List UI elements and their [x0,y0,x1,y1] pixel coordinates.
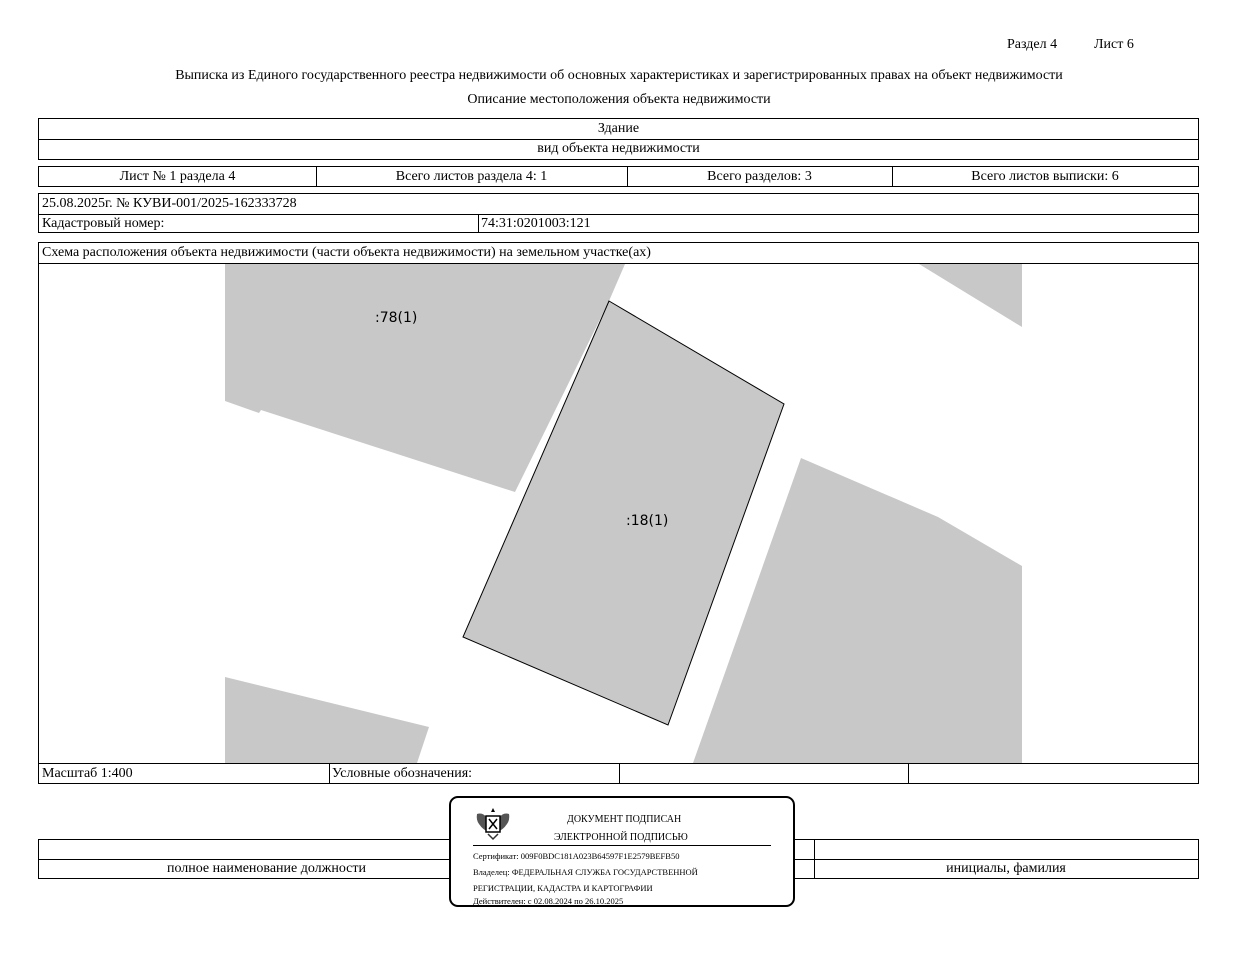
legend-label: Условные обозначения: [332,765,473,781]
record-box [38,193,1199,233]
position-caption: полное наименование должности [166,860,367,876]
cadastral-value: 74:31:0201003:121 [481,216,591,231]
scheme-box [38,242,1199,784]
parcel-18-label: :18(1) [626,513,669,529]
sheet-of-section: Лист № 1 раздела 4 [119,168,236,184]
scheme-map [39,243,1198,783]
name-caption: инициалы, фамилия [946,860,1066,876]
emblem-icon [473,804,513,842]
date-number: 25.08.2025г. № КУВИ-001/2025-162333728 [42,196,297,211]
document-title: Выписка из Единого государственного реестра недвижимости об основных характеристиках и зарегистрированных правах на объект недвижимости [175,68,1063,83]
document-subtitle: Описание местоположения объекта недвижимости [467,92,771,107]
stamp-line1: ДОКУМЕНТ ПОДПИСАН [567,814,682,825]
cadastral-label: Кадастровый номер: [42,216,165,231]
object-type-caption: вид объекта недвижимости [537,141,700,156]
scale: Масштаб 1:400 [42,765,133,781]
stamp-certificate: Сертификат: 009F0BDC181A023B64597F1E2579BEFB50 [473,851,680,861]
parcel-78-label: :78(1) [375,310,418,326]
total-sheets: Всего листов выписки: 6 [971,168,1119,184]
scheme-title: Схема расположения объекта недвижимости (части объекта недвижимости) на земельном участке(ах) [42,245,651,260]
sheet-info-row [38,166,1199,187]
object-type-box [38,118,1199,160]
total-sheets-section: Всего листов раздела 4: 1 [395,168,548,184]
sheet-number: Лист 6 [1094,37,1134,52]
legend-row [38,763,1199,784]
stamp-owner-cont: РЕГИСТРАЦИИ, КАДАСТРА И КАРТОГРАФИИ [473,883,653,893]
object-type-value: Здание [597,121,640,136]
total-sections: Всего разделов: 3 [707,168,812,184]
signature-stamp [449,796,795,907]
section-number: Раздел 4 [1007,37,1058,52]
parcel-top-right [919,264,1022,327]
stamp-line2: ЭЛЕКТРОННОЙ ПОДПИСЬЮ [554,832,688,843]
parcel-bottom-left [225,677,429,763]
stamp-owner: Владелец: ФЕДЕРАЛЬНАЯ СЛУЖБА ГОСУДАРСТВЕННОЙ [473,867,698,877]
stamp-valid: Действителен: с 02.08.2024 по 26.10.2025 [473,896,624,906]
